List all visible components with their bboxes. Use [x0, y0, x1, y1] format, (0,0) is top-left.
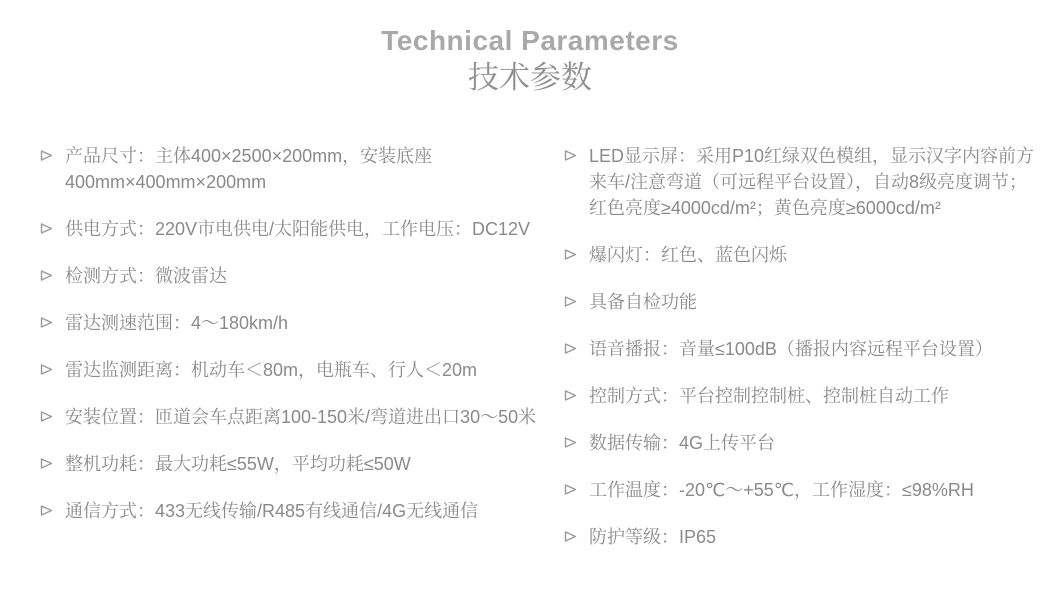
spec-item-power-consumption — [40, 451, 548, 477]
spec-text: 防护等级：IP65 — [589, 527, 717, 547]
arrowhead-right-icon — [564, 524, 589, 550]
arrowhead-right-icon — [40, 404, 65, 430]
page-title-english: Technical Parameters — [381, 25, 679, 56]
spec-item-strobe-light — [564, 242, 1042, 268]
arrowhead-right-icon — [40, 310, 65, 336]
page-header — [0, 0, 1060, 97]
spec-text: 检测方式：微波雷达 — [65, 266, 227, 286]
spec-item-operating-temperature — [564, 477, 1042, 503]
spec-column-left — [40, 143, 548, 545]
arrowhead-right-icon — [564, 430, 589, 456]
arrowhead-right-icon — [564, 336, 589, 362]
spec-text: 工作温度：-20℃～+55℃，工作湿度：≤98%RH — [589, 480, 974, 500]
spec-item-protection-rating — [564, 524, 1042, 550]
spec-item-data-transmission — [564, 430, 1042, 456]
arrowhead-right-icon — [40, 263, 65, 289]
spec-text: 爆闪灯：红色、蓝色闪烁 — [589, 245, 787, 265]
arrowhead-right-icon — [40, 451, 65, 477]
spec-text: 整机功耗：最大功耗≤55W，平均功耗≤50W — [65, 454, 411, 474]
spec-item-radar-speed-range — [40, 310, 548, 336]
spec-item-voice-broadcast — [564, 336, 1042, 362]
spec-item-radar-distance — [40, 357, 548, 383]
spec-item-communication — [40, 498, 548, 524]
spec-text: 产品尺寸：主体400×2500×200mm，安装底座400mm×400mm×200mm — [65, 146, 433, 192]
spec-text: 数据传输：4G上传平台 — [589, 433, 776, 453]
arrowhead-right-icon — [564, 143, 589, 221]
page-title-chinese: 技术参数 — [468, 60, 592, 95]
arrowhead-right-icon — [40, 498, 65, 524]
spec-text: 控制方式：平台控制控制桩、控制桩自动工作 — [589, 386, 949, 406]
arrowhead-right-icon — [40, 143, 65, 195]
arrowhead-right-icon — [564, 477, 589, 503]
spec-item-install-position — [40, 404, 548, 430]
spec-text: LED显示屏：采用P10红绿双色模组，显示汉字内容前方来车/注意弯道（可远程平台设置），自动8级亮度调节；红色亮度≥4000cd/m²；黄色亮度≥6000cd/m² — [589, 146, 1035, 218]
spec-item-control-mode — [564, 383, 1042, 409]
arrowhead-right-icon — [40, 357, 65, 383]
arrowhead-right-icon — [40, 216, 65, 242]
spec-item-led-display — [564, 143, 1042, 221]
spec-text: 雷达监测距离：机动车＜80m，电瓶车、行人＜20m — [65, 360, 478, 380]
arrowhead-right-icon — [564, 383, 589, 409]
spec-item-self-check — [564, 289, 1042, 315]
spec-text: 具备自检功能 — [589, 292, 697, 312]
spec-text: 雷达测速范围：4～180km/h — [65, 313, 289, 333]
arrowhead-right-icon — [564, 289, 589, 315]
spec-text: 供电方式：220V市电供电/太阳能供电，工作电压：DC12V — [65, 219, 531, 239]
spec-text: 语音播报：音量≤100dB（播报内容远程平台设置） — [589, 339, 993, 359]
spec-item-power-supply — [40, 216, 548, 242]
spec-text: 通信方式：433无线传输/R485有线通信/4G无线通信 — [65, 501, 479, 521]
spec-column-right — [564, 143, 1042, 571]
spec-item-product-size — [40, 143, 548, 195]
spec-text: 安装位置：匝道会车点距离100-150米/弯道进出口30～50米 — [65, 407, 537, 427]
arrowhead-right-icon — [564, 242, 589, 268]
spec-item-detection-method — [40, 263, 548, 289]
spec-columns — [40, 143, 1060, 571]
